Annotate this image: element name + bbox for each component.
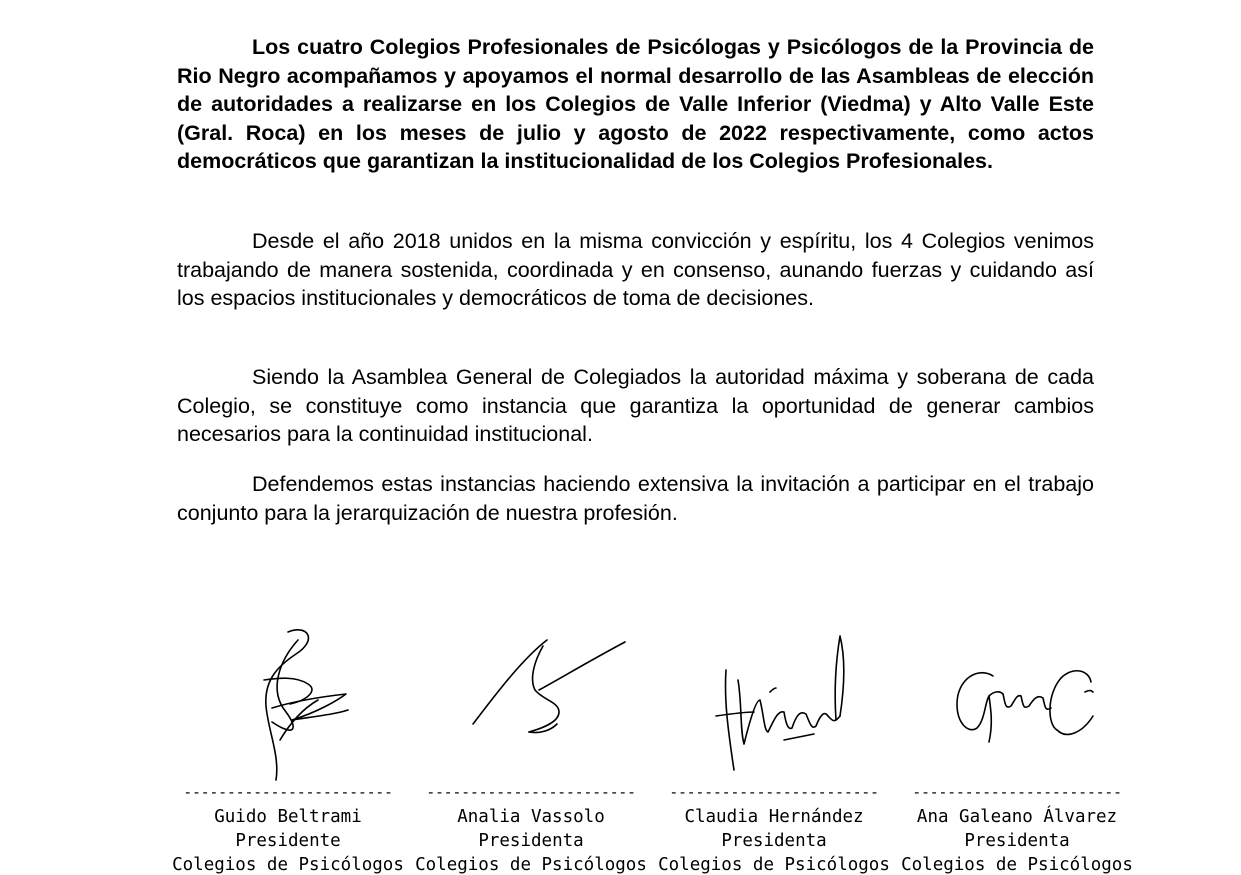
- signatory-name: Claudia Hernández: [684, 807, 864, 827]
- handwritten-signature-vassolo: [411, 620, 651, 790]
- signature-line: ------------------------: [912, 783, 1122, 801]
- signatory-name: Ana Galeano Álvarez: [916, 807, 1118, 827]
- signature-line: ------------------------: [426, 783, 636, 801]
- signatory-role: Presidente: [235, 831, 341, 851]
- paragraph-statement: Los cuatro Colegios Profesionales de Psicólogas y Psicólogos de la Provincia de Rio Negro acompañamos y apoyamos el normal desarrollo de las Asambleas de elección de autoridades a realizarse en los Colegios de Valle Inferior (Viedma) y Alto Valle Este (Gral. Roca) en los meses de julio y agosto de 2022 respectivamente, como actos democráticos que garantizan la institucionalidad de los Colegios Profesionales.: [177, 35, 1094, 174]
- signature-block-galeano: [897, 620, 1137, 875]
- handwritten-signature-hernandez: [654, 620, 894, 790]
- signatory-role: Presidenta: [478, 831, 584, 851]
- paragraph-history: Desde el año 2018 unidos en la misma convicción y espíritu, los 4 Colegios venimos trabajando de manera sostenida, coordinada y en consenso, aunando fuerzas y cuidando así los espacios institucionales y democráticos de toma de decisiones.: [177, 229, 1094, 311]
- signatory-role: Presidenta: [964, 831, 1070, 851]
- handwritten-signature-beltrami: [168, 620, 408, 790]
- signature-block-hernandez: [654, 620, 894, 875]
- signature-block-beltrami: [168, 620, 408, 875]
- paragraph-assembly: Siendo la Asamblea General de Colegiados la autoridad máxima y soberana de cada Colegio, se constituye como instancia que garantiza la oportunidad de generar cambios necesarios para la continuidad institucional.: [177, 365, 1094, 447]
- signatory-organization: Colegios de Psicólogos: [415, 855, 647, 875]
- signatory-role: Presidenta: [721, 831, 827, 851]
- signature-line: ------------------------: [183, 783, 393, 801]
- signatory-organization: Colegios de Psicólogos: [658, 855, 890, 875]
- signatory-name: Analia Vassolo: [457, 807, 605, 827]
- signature-block-vassolo: [411, 620, 651, 875]
- handwritten-signature-galeano: [897, 620, 1137, 790]
- signature-line: ------------------------: [669, 783, 879, 801]
- signatory-organization: Colegios de Psicólogos: [172, 855, 404, 875]
- signatory-organization: Colegios de Psicólogos: [901, 855, 1133, 875]
- signatory-name: Guido Beltrami: [214, 807, 362, 827]
- paragraph-invitation: Defendemos estas instancias haciendo extensiva la invitación a participar en el trabajo conjunto para la jerarquización de nuestra profesión.: [177, 472, 1094, 525]
